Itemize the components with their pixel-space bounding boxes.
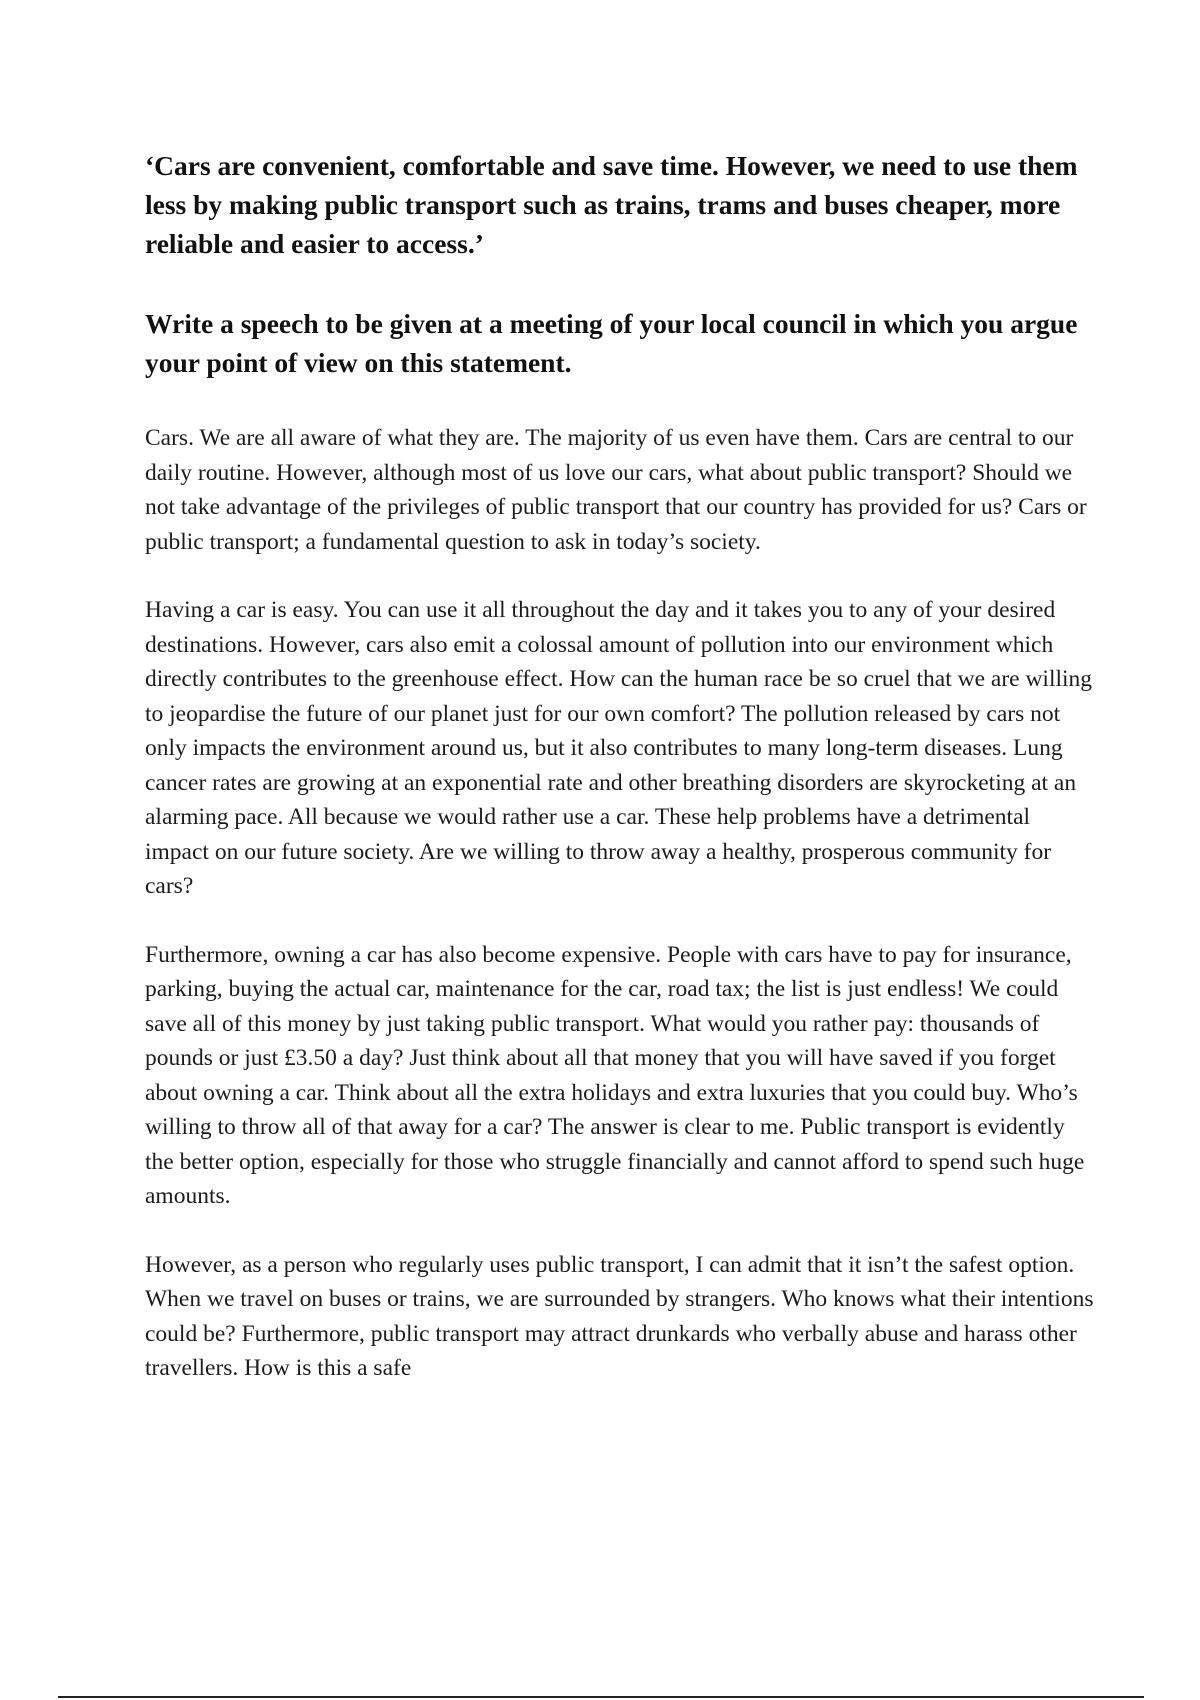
essay-paragraph-2: Having a car is easy. You can use it all throughout the day and it takes you to any of your desired destinations. However, cars also emit a colossal amount of pollution into our environment which directly contributes to the greenhouse effect. How can the human race be so cruel that we are willing to jeopardise the future of our planet just for our own comfort? The pollution released by cars not only impacts the environment around us, but it also contributes to many long-term diseases. Lung cancer rates are growing at an exponential rate and other breathing disorders are skyrocketing at an alarming pace. All because we would rather use a car. These help problems have a detrimental impact on our future society. Are we willing to throw away a healthy, prosperous community for cars? xyxy=(145,597,1093,899)
document-page xyxy=(145,146,1095,1420)
essay-body xyxy=(145,421,1095,1386)
essay-paragraph-1: Cars. We are all aware of what they are. The majority of us even have them. Cars are central to our daily routine. However, although most of us love our cars, what about public transport? Should we not take advantage of the privileges of public transport that our country has provided for us? Cars or public transport; a fundamental question to ask in today’s society. xyxy=(145,425,1087,555)
essay-paragraph-3: Furthermore, owning a car has also become expensive. People with cars have to pay for insurance, parking, buying the actual car, maintenance for the car, road tax; the list is just endless! We could save all of this money by just taking public transport. What would you rather pay: thousands of pounds or just £3.50 a day? Just think about all that money that you will have saved if you forget about owning a car. Think about all the extra holidays and extra luxuries that you could buy. Who’s willing to throw all of that away for a car? The answer is clear to me. Public transport is evidently the better option, especially for those who struggle financially and cannot afford to spend such huge amounts. xyxy=(145,941,1085,1209)
prompt-quote: ‘Cars are convenient, comfortable and save time. However, we need to use them less by making public transport such as trains, trams and buses cheaper, more reliable and easier to access.’ xyxy=(145,150,1078,259)
page-bottom-rule xyxy=(58,1696,1144,1698)
prompt-task: Write a speech to be given at a meeting of your local council in which you argue your point of view on this statement. xyxy=(145,308,1078,378)
essay-paragraph-4: However, as a person who regularly uses public transport, I can admit that it isn’t the safest option. When we travel on buses or trains, we are surrounded by strangers. Who knows what their intentions could be? Furthermore, public transport may attract drunkards who verbally abuse and harass other travellers. How is this a safe xyxy=(145,1251,1094,1381)
